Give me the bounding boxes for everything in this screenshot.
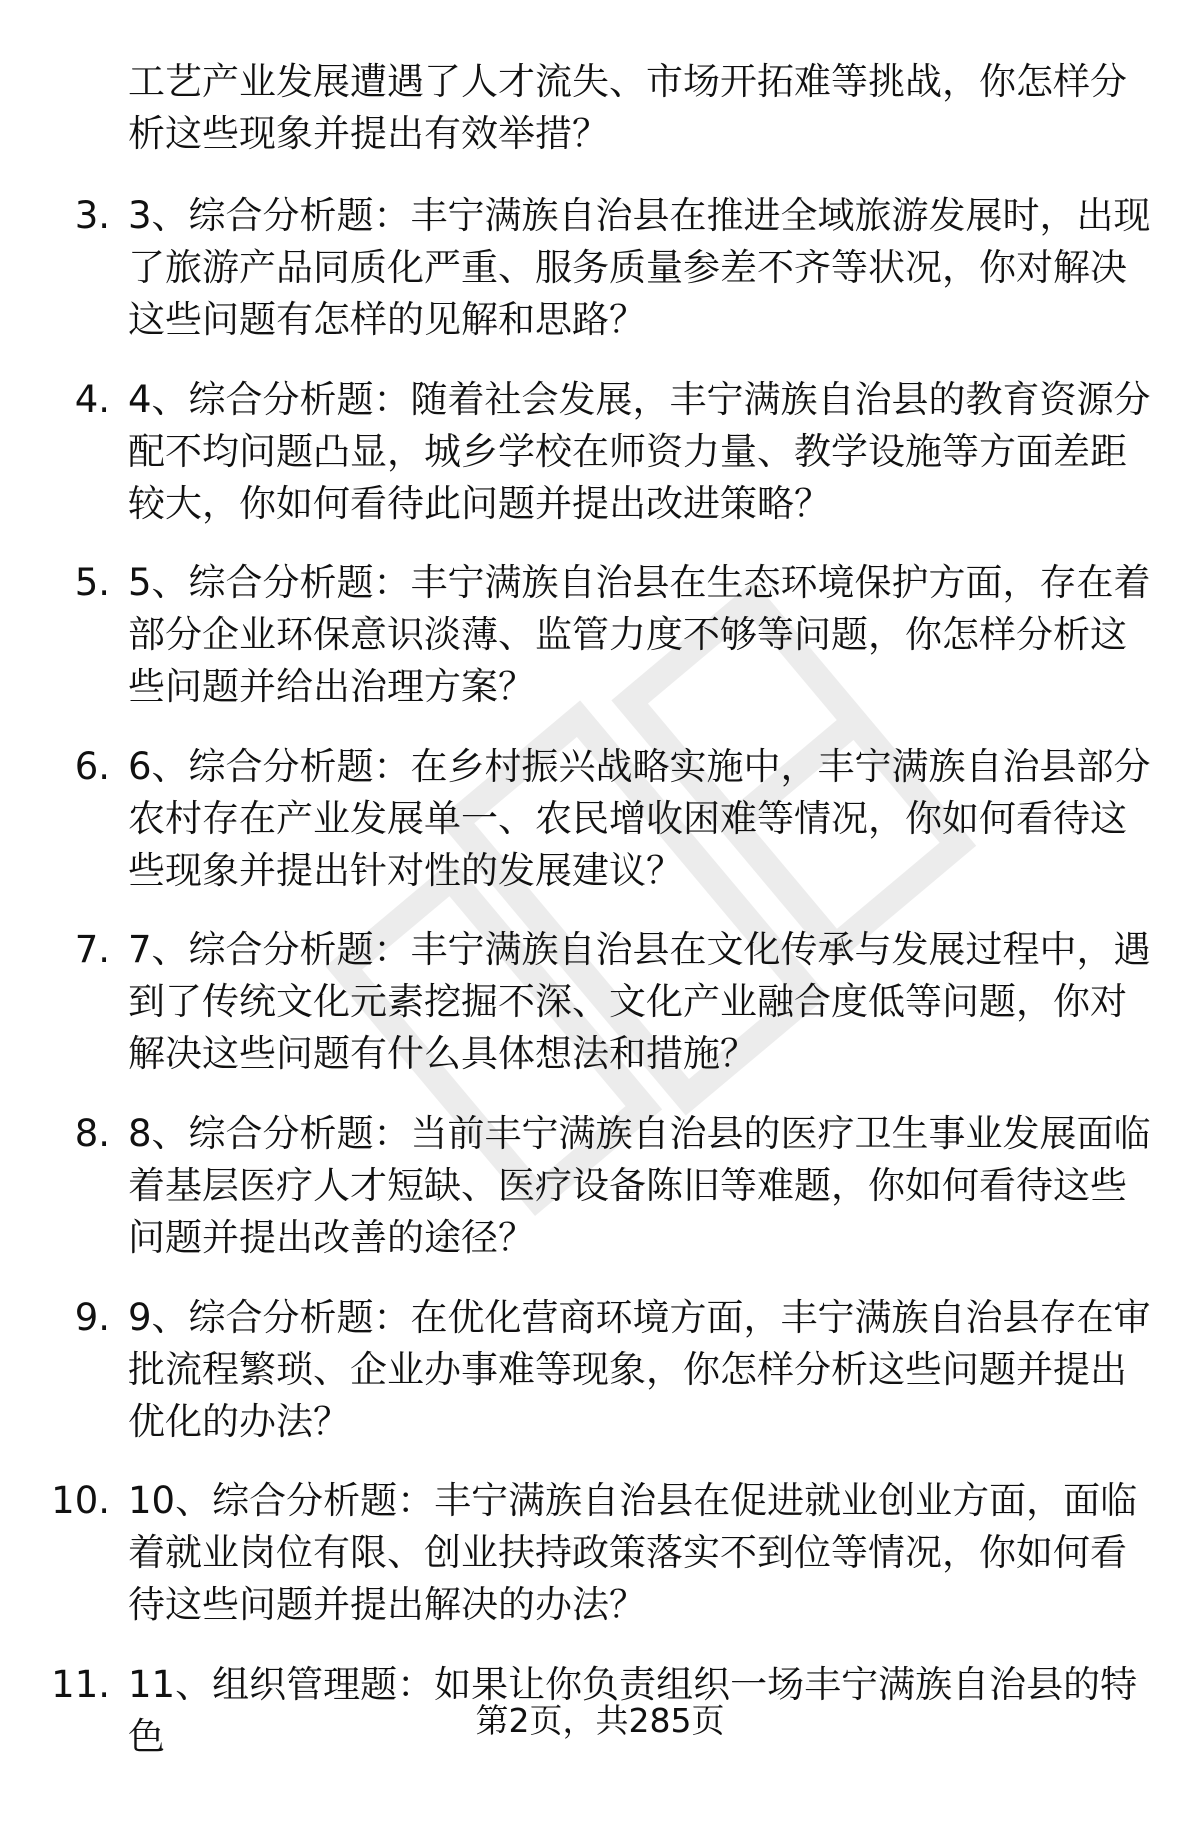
question-number: 10. — [51, 1479, 110, 1523]
question-number: 6. — [74, 744, 110, 788]
question-text: 7、综合分析题：丰宁满族自治县在文化传承与发展过程中，遇到了传统文化元素挖掘不深、文化产业融合度低等问题，你对解决这些问题有什么具体想法和措施？ — [128, 928, 1151, 1076]
question-text: 4、综合分析题：随着社会发展，丰宁满族自治县的教育资源分配不均问题凸显，城乡学校在师资力量、教学设施等方面差距较大，你如何看待此问题并提出改进策略？ — [128, 377, 1151, 525]
list-item — [0, 924, 1200, 1108]
list-item — [0, 1292, 1200, 1476]
intro-paragraph: 工艺产业发展遭遇了人才流失、市场开拓难等挑战，你怎样分析这些现象并提出有效举措？ — [128, 60, 1127, 155]
question-text: 10、综合分析题：丰宁满族自治县在促进就业创业方面，面临着就业岗位有限、创业扶持政策落实不到位等情况，你如何看待这些问题并提出解决的办法？ — [128, 1479, 1138, 1627]
list-item — [0, 1108, 1200, 1292]
list-item — [0, 374, 1200, 558]
list-item — [0, 1659, 1200, 1842]
question-number: 7. — [74, 928, 110, 972]
question-text: 3、综合分析题：丰宁满族自治县在推进全域旅游发展时，出现了旅游产品同质化严重、服务质量参差不齐等状况，你对解决这些问题有怎样的见解和思路？ — [128, 194, 1151, 341]
question-number: 3. — [74, 194, 110, 237]
question-number: 11. — [51, 1662, 110, 1706]
page-footer: 第2页，共285页 — [475, 1701, 725, 1740]
question-text: 8、综合分析题：当前丰宁满族自治县的医疗卫生事业发展面临着基层医疗人才短缺、医疗设备陈旧等难题，你如何看待这些问题并提出改善的途径？ — [128, 1111, 1151, 1259]
question-number: 8. — [74, 1111, 110, 1155]
question-text: 5、综合分析题：丰宁满族自治县在生态环境保护方面，存在着部分企业环保意识淡薄、监管力度不够等问题，你怎样分析这些问题并给出治理方案？ — [128, 561, 1151, 709]
list-item — [0, 1475, 1200, 1659]
question-number: 9. — [74, 1295, 110, 1339]
question-text: 11、组织管理题：如果让你负责组织一场丰宁满族自治县的特色 — [128, 1662, 1138, 1758]
question-list — [0, 190, 1200, 1842]
question-text: 6、综合分析题：在乡村振兴战略实施中，丰宁满族自治县部分农村存在产业发展单一、农民增收困难等情况，你如何看待这些现象并提出针对性的发展建议？ — [128, 744, 1151, 892]
question-text: 9、综合分析题：在优化营商环境方面，丰宁满族自治县存在审批流程繁琐、企业办事难等现象，你怎样分析这些问题并提出优化的办法？ — [128, 1295, 1151, 1443]
question-number: 5. — [74, 561, 110, 605]
list-item — [0, 190, 1200, 374]
list-item — [0, 741, 1200, 925]
question-number: 4. — [74, 377, 110, 421]
list-item — [0, 557, 1200, 741]
